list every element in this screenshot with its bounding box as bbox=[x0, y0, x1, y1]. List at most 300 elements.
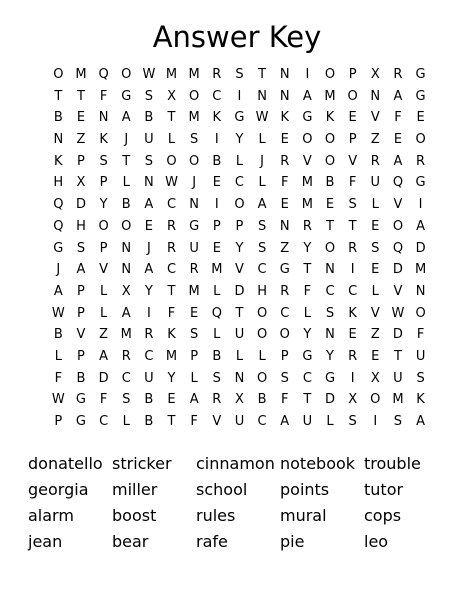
grid-letter: B bbox=[212, 348, 222, 364]
word-row bbox=[28, 529, 448, 555]
grid-letter: Y bbox=[235, 132, 244, 148]
grid-letter: M bbox=[120, 327, 132, 343]
grid-letter: T bbox=[76, 88, 85, 104]
grid-letter: B bbox=[121, 197, 131, 213]
grid-letter: O bbox=[234, 197, 245, 213]
grid-letter: E bbox=[348, 110, 357, 126]
grid-letter: W bbox=[255, 110, 269, 126]
grid-letter: A bbox=[144, 262, 154, 278]
grid-letter: U bbox=[234, 414, 245, 429]
grid-letter: K bbox=[416, 392, 425, 408]
grid-letter: M bbox=[392, 392, 404, 408]
grid-letter: E bbox=[280, 132, 289, 148]
grid-row bbox=[47, 151, 432, 173]
grid-row bbox=[47, 259, 432, 281]
grid-letter: T bbox=[393, 348, 402, 364]
grid-letter: F bbox=[190, 414, 198, 429]
grid-letter: S bbox=[325, 305, 335, 321]
grid-letter: O bbox=[324, 153, 336, 169]
grid-letter: I bbox=[214, 197, 219, 213]
grid-letter: N bbox=[370, 88, 381, 104]
grid-letter: L bbox=[371, 197, 379, 213]
grid-letter: F bbox=[167, 305, 176, 321]
grid-letter: O bbox=[256, 370, 268, 386]
grid-letter: L bbox=[258, 175, 266, 191]
grid-letter: R bbox=[167, 218, 177, 234]
grid-letter: E bbox=[393, 132, 403, 148]
grid-letter: W bbox=[142, 67, 156, 82]
grid-letter: A bbox=[121, 110, 131, 126]
grid-letter: X bbox=[234, 392, 244, 408]
grid-letter: I bbox=[305, 67, 310, 82]
grid-letter: V bbox=[370, 110, 380, 126]
grid-row bbox=[47, 346, 432, 368]
grid-letter: P bbox=[280, 348, 289, 364]
grid-letter: F bbox=[280, 175, 289, 191]
grid-letter: V bbox=[393, 283, 403, 299]
grid-letter: M bbox=[188, 283, 200, 299]
grid-letter: T bbox=[167, 283, 176, 299]
grid-letter: E bbox=[325, 197, 335, 213]
grid-letter: P bbox=[99, 240, 108, 256]
grid-letter: P bbox=[77, 348, 85, 364]
grid-letter: G bbox=[415, 88, 426, 104]
grid-letter: R bbox=[189, 262, 199, 278]
word-item: alarm bbox=[28, 506, 74, 525]
grid-letter: G bbox=[415, 67, 426, 82]
grid-row bbox=[47, 324, 432, 346]
grid-letter: K bbox=[348, 305, 357, 321]
grid-letter: X bbox=[76, 175, 86, 191]
grid-letter: B bbox=[144, 392, 154, 408]
grid-letter: E bbox=[212, 240, 221, 256]
grid-letter: J bbox=[192, 175, 197, 191]
grid-letter: G bbox=[324, 370, 336, 386]
grid-letter: A bbox=[189, 392, 199, 408]
word-item: donatello bbox=[28, 454, 103, 473]
grid-letter: W bbox=[51, 392, 65, 408]
grid-letter: L bbox=[122, 175, 130, 191]
grid-letter: T bbox=[303, 262, 312, 278]
grid-letter: P bbox=[348, 132, 357, 148]
grid-letter: D bbox=[234, 283, 245, 299]
grid-letter: O bbox=[121, 218, 132, 234]
page-title: Answer Key bbox=[152, 20, 322, 54]
grid-letter: B bbox=[212, 153, 222, 169]
grid-letter: S bbox=[348, 414, 357, 429]
grid-letter: S bbox=[257, 218, 267, 234]
grid-letter: S bbox=[280, 370, 289, 386]
grid-letter: N bbox=[234, 370, 245, 386]
grid-letter: E bbox=[167, 392, 176, 408]
grid-letter: M bbox=[211, 262, 223, 278]
grid-letter: O bbox=[324, 240, 336, 256]
grid-letter: Y bbox=[303, 240, 312, 256]
grid-letter: P bbox=[348, 67, 357, 82]
grid-letter: E bbox=[280, 197, 289, 213]
grid-letter: N bbox=[415, 283, 426, 299]
grid-letter: Z bbox=[99, 327, 109, 343]
grid-letter: Q bbox=[98, 67, 109, 82]
grid-letter: U bbox=[302, 414, 313, 429]
grid-letter: E bbox=[371, 262, 380, 278]
grid-letter: D bbox=[392, 327, 403, 343]
grid-letter: D bbox=[325, 392, 336, 408]
word-row bbox=[28, 477, 448, 503]
grid-letter: C bbox=[302, 370, 312, 386]
grid-letter: O bbox=[415, 132, 426, 148]
grid-letter: O bbox=[189, 153, 200, 169]
grid-letter: Y bbox=[167, 370, 176, 386]
word-item: rafe bbox=[196, 532, 228, 551]
grid-letter: O bbox=[53, 67, 64, 82]
grid-letter: T bbox=[235, 305, 244, 321]
grid-letter: C bbox=[257, 414, 267, 429]
grid-letter: J bbox=[124, 132, 129, 148]
grid-letter: O bbox=[166, 153, 177, 169]
grid-letter: K bbox=[280, 110, 289, 126]
grid-letter: L bbox=[122, 414, 130, 429]
grid-letter: G bbox=[75, 414, 86, 429]
grid-letter: F bbox=[348, 175, 357, 191]
word-item: notebook bbox=[280, 454, 356, 473]
grid-letter: G bbox=[189, 218, 200, 234]
grid-letter: W bbox=[391, 305, 405, 321]
grid-row bbox=[47, 194, 432, 216]
word-item: cinnamon bbox=[196, 454, 275, 473]
grid-letter: P bbox=[77, 283, 85, 299]
letter-grid bbox=[47, 64, 432, 433]
grid-letter: O bbox=[98, 218, 109, 234]
grid-letter: E bbox=[76, 110, 86, 126]
grid-letter: J bbox=[260, 153, 264, 169]
grid-letter: U bbox=[370, 175, 381, 191]
grid-letter: G bbox=[234, 110, 245, 126]
word-item: points bbox=[280, 480, 330, 499]
grid-letter: R bbox=[348, 240, 358, 256]
grid-letter: P bbox=[190, 348, 199, 364]
grid-letter: Z bbox=[76, 132, 86, 148]
grid-letter: S bbox=[212, 370, 221, 386]
grid-letter: Q bbox=[53, 197, 64, 213]
grid-letter: C bbox=[166, 197, 177, 213]
grid-letter: P bbox=[235, 218, 244, 234]
grid-letter: N bbox=[279, 218, 290, 234]
grid-letter: O bbox=[256, 305, 268, 321]
grid-letter: T bbox=[326, 218, 334, 234]
word-item: school bbox=[196, 480, 248, 499]
grid-letter: L bbox=[258, 132, 266, 148]
word-item: pie bbox=[280, 532, 305, 551]
grid-letter: F bbox=[303, 283, 312, 299]
grid-letter: W bbox=[165, 175, 178, 191]
grid-letter: L bbox=[213, 283, 221, 299]
grid-row bbox=[47, 64, 432, 86]
grid-letter: E bbox=[348, 327, 357, 343]
grid-letter: A bbox=[280, 414, 290, 429]
grid-letter: E bbox=[416, 110, 425, 126]
word-item: jean bbox=[28, 532, 63, 551]
grid-letter: K bbox=[167, 327, 176, 343]
grid-letter: R bbox=[348, 348, 358, 364]
grid-letter: Y bbox=[235, 240, 244, 256]
grid-letter: A bbox=[416, 414, 426, 429]
grid-letter: N bbox=[279, 88, 290, 104]
grid-letter: O bbox=[415, 305, 426, 321]
grid-letter: Z bbox=[370, 327, 380, 343]
grid-letter: P bbox=[99, 175, 108, 191]
grid-letter: R bbox=[144, 327, 154, 343]
grid-letter: B bbox=[53, 110, 63, 126]
grid-letter: O bbox=[324, 67, 336, 82]
grid-letter: I bbox=[350, 262, 355, 278]
grid-letter: S bbox=[348, 197, 357, 213]
word-item: boost bbox=[112, 506, 157, 525]
grid-letter: V bbox=[302, 153, 312, 169]
grid-letter: H bbox=[53, 175, 64, 191]
grid-letter: V bbox=[348, 153, 358, 169]
grid-letter: C bbox=[234, 175, 244, 191]
grid-letter: I bbox=[350, 370, 355, 386]
grid-letter: T bbox=[54, 88, 63, 104]
grid-letter: G bbox=[53, 240, 64, 256]
grid-letter: M bbox=[165, 348, 178, 364]
grid-letter: H bbox=[257, 283, 267, 299]
grid-letter: T bbox=[348, 218, 357, 234]
grid-letter: N bbox=[279, 67, 290, 82]
grid-letter: S bbox=[122, 392, 131, 408]
grid-letter: L bbox=[371, 283, 379, 299]
grid-letter: V bbox=[76, 327, 86, 343]
grid-letter: A bbox=[99, 348, 109, 364]
grid-letter: X bbox=[167, 88, 176, 104]
grid-letter: A bbox=[393, 88, 403, 104]
grid-letter: K bbox=[212, 110, 222, 126]
grid-letter: X bbox=[370, 370, 380, 386]
grid-row bbox=[47, 411, 432, 433]
grid-letter: Q bbox=[392, 175, 404, 191]
grid-letter: R bbox=[416, 153, 426, 169]
grid-letter: U bbox=[393, 370, 403, 386]
grid-letter: A bbox=[393, 153, 403, 169]
grid-letter: M bbox=[301, 197, 313, 213]
grid-letter: C bbox=[121, 370, 131, 386]
word-row bbox=[28, 503, 448, 529]
grid-letter: S bbox=[190, 132, 199, 148]
grid-row bbox=[47, 172, 432, 194]
grid-letter: L bbox=[54, 348, 62, 364]
grid-letter: R bbox=[280, 283, 290, 299]
grid-letter: U bbox=[189, 240, 199, 256]
grid-letter: G bbox=[75, 392, 86, 408]
grid-letter: I bbox=[418, 197, 423, 213]
grid-letter: C bbox=[144, 348, 154, 364]
grid-letter: O bbox=[324, 132, 336, 148]
grid-letter: F bbox=[99, 88, 108, 104]
grid-letter: E bbox=[371, 218, 380, 234]
word-item: tutor bbox=[364, 480, 404, 499]
grid-letter: N bbox=[189, 197, 200, 213]
grid-letter: O bbox=[392, 218, 404, 234]
grid-letter: S bbox=[416, 370, 425, 386]
grid-letter: L bbox=[99, 283, 108, 299]
grid-letter: A bbox=[416, 218, 426, 234]
grid-letter: U bbox=[144, 370, 154, 386]
grid-letter: A bbox=[144, 197, 154, 213]
grid-letter: S bbox=[190, 327, 199, 343]
grid-letter: F bbox=[99, 392, 108, 408]
grid-letter: F bbox=[416, 327, 425, 343]
grid-letter: C bbox=[280, 305, 290, 321]
grid-letter: I bbox=[237, 88, 242, 104]
grid-letter: E bbox=[190, 305, 199, 321]
grid-letter: L bbox=[235, 153, 244, 169]
grid-row bbox=[47, 107, 432, 129]
grid-letter: N bbox=[121, 262, 132, 278]
grid-letter: J bbox=[146, 240, 151, 256]
grid-letter: S bbox=[76, 240, 86, 256]
grid-letter: V bbox=[393, 197, 403, 213]
grid-letter: J bbox=[56, 262, 61, 278]
grid-letter: N bbox=[121, 240, 132, 256]
word-list bbox=[28, 451, 448, 555]
grid-letter: N bbox=[98, 110, 109, 126]
grid-letter: N bbox=[257, 88, 267, 104]
grid-letter: B bbox=[53, 327, 63, 343]
grid-letter: Y bbox=[144, 283, 153, 299]
grid-letter: G bbox=[302, 110, 313, 126]
grid-letter: E bbox=[371, 348, 380, 364]
grid-letter: K bbox=[325, 110, 335, 126]
grid-letter: I bbox=[146, 305, 151, 321]
grid-letter: L bbox=[213, 327, 221, 343]
grid-letter: O bbox=[279, 327, 290, 343]
grid-letter: O bbox=[189, 88, 200, 104]
grid-letter: L bbox=[190, 370, 198, 386]
grid-letter: G bbox=[302, 348, 313, 364]
grid-letter: O bbox=[347, 88, 358, 104]
grid-letter: Q bbox=[211, 305, 222, 321]
grid-letter: X bbox=[370, 67, 380, 82]
word-item: trouble bbox=[364, 454, 421, 473]
grid-letter: Z bbox=[280, 240, 290, 256]
grid-letter: A bbox=[257, 197, 267, 213]
grid-letter: L bbox=[303, 305, 311, 321]
grid-letter: T bbox=[258, 67, 267, 82]
grid-letter: V bbox=[212, 414, 222, 429]
grid-letter: B bbox=[144, 110, 154, 126]
grid-letter: M bbox=[414, 262, 427, 278]
word-item: miller bbox=[112, 480, 158, 499]
grid-letter: C bbox=[257, 262, 267, 278]
grid-letter: R bbox=[370, 153, 380, 169]
grid-row bbox=[47, 368, 432, 390]
grid-letter: R bbox=[167, 240, 177, 256]
grid-letter: T bbox=[303, 392, 312, 408]
grid-letter: Z bbox=[370, 132, 380, 148]
grid-letter: U bbox=[234, 327, 245, 343]
grid-letter: S bbox=[235, 67, 244, 82]
grid-letter: I bbox=[214, 132, 219, 148]
grid-letter: V bbox=[99, 262, 109, 278]
grid-letter: B bbox=[325, 175, 335, 191]
grid-row bbox=[47, 238, 432, 260]
grid-letter: L bbox=[99, 305, 108, 321]
grid-letter: G bbox=[415, 175, 426, 191]
grid-letter: G bbox=[121, 88, 132, 104]
grid-letter: V bbox=[370, 305, 380, 321]
grid-letter: L bbox=[326, 414, 334, 429]
grid-letter: T bbox=[167, 414, 176, 429]
grid-letter: D bbox=[392, 262, 403, 278]
grid-letter: F bbox=[280, 392, 289, 408]
grid-row bbox=[47, 389, 432, 411]
grid-letter: M bbox=[165, 67, 178, 82]
grid-letter: R bbox=[212, 392, 222, 408]
grid-letter: O bbox=[256, 327, 268, 343]
grid-letter: H bbox=[76, 218, 86, 234]
grid-letter: R bbox=[302, 218, 312, 234]
grid-letter: O bbox=[370, 392, 381, 408]
grid-letter: O bbox=[121, 67, 132, 82]
grid-letter: P bbox=[54, 414, 63, 429]
grid-letter: B bbox=[144, 414, 154, 429]
grid-letter: T bbox=[122, 153, 131, 169]
grid-row bbox=[47, 86, 432, 108]
word-item: leo bbox=[364, 532, 389, 551]
grid-letter: L bbox=[258, 348, 266, 364]
grid-letter: C bbox=[166, 262, 177, 278]
grid-letter: X bbox=[121, 283, 131, 299]
grid-letter: G bbox=[279, 262, 290, 278]
grid-letter: E bbox=[144, 218, 153, 234]
grid-letter: R bbox=[121, 348, 131, 364]
grid-row bbox=[47, 129, 432, 151]
grid-letter: S bbox=[144, 153, 154, 169]
word-row bbox=[28, 451, 448, 477]
grid-letter: U bbox=[415, 348, 426, 364]
grid-letter: F bbox=[54, 370, 63, 386]
grid-letter: S bbox=[144, 88, 154, 104]
grid-letter: Q bbox=[392, 240, 404, 256]
grid-letter: F bbox=[394, 110, 402, 126]
grid-letter: M bbox=[75, 67, 87, 82]
word-item: mural bbox=[280, 506, 327, 525]
word-item: georgia bbox=[28, 480, 89, 499]
grid-letter: D bbox=[415, 240, 426, 256]
grid-letter: B bbox=[76, 370, 86, 386]
grid-letter: R bbox=[280, 153, 290, 169]
grid-letter: Q bbox=[53, 218, 64, 234]
grid-letter: A bbox=[53, 283, 63, 299]
grid-letter: T bbox=[167, 110, 176, 126]
grid-letter: L bbox=[167, 132, 176, 148]
grid-letter: C bbox=[325, 283, 335, 299]
grid-letter: D bbox=[98, 370, 109, 386]
grid-letter: P bbox=[212, 218, 221, 234]
grid-letter: A bbox=[76, 262, 86, 278]
grid-letter: I bbox=[373, 414, 378, 429]
word-item: stricker bbox=[112, 454, 172, 473]
grid-row bbox=[47, 303, 432, 325]
grid-letter: A bbox=[121, 305, 131, 321]
grid-letter: L bbox=[235, 348, 244, 364]
grid-letter: M bbox=[324, 88, 336, 104]
grid-letter: K bbox=[54, 153, 63, 169]
grid-letter: S bbox=[371, 240, 380, 256]
grid-letter: K bbox=[99, 132, 108, 148]
grid-letter: M bbox=[188, 110, 200, 126]
